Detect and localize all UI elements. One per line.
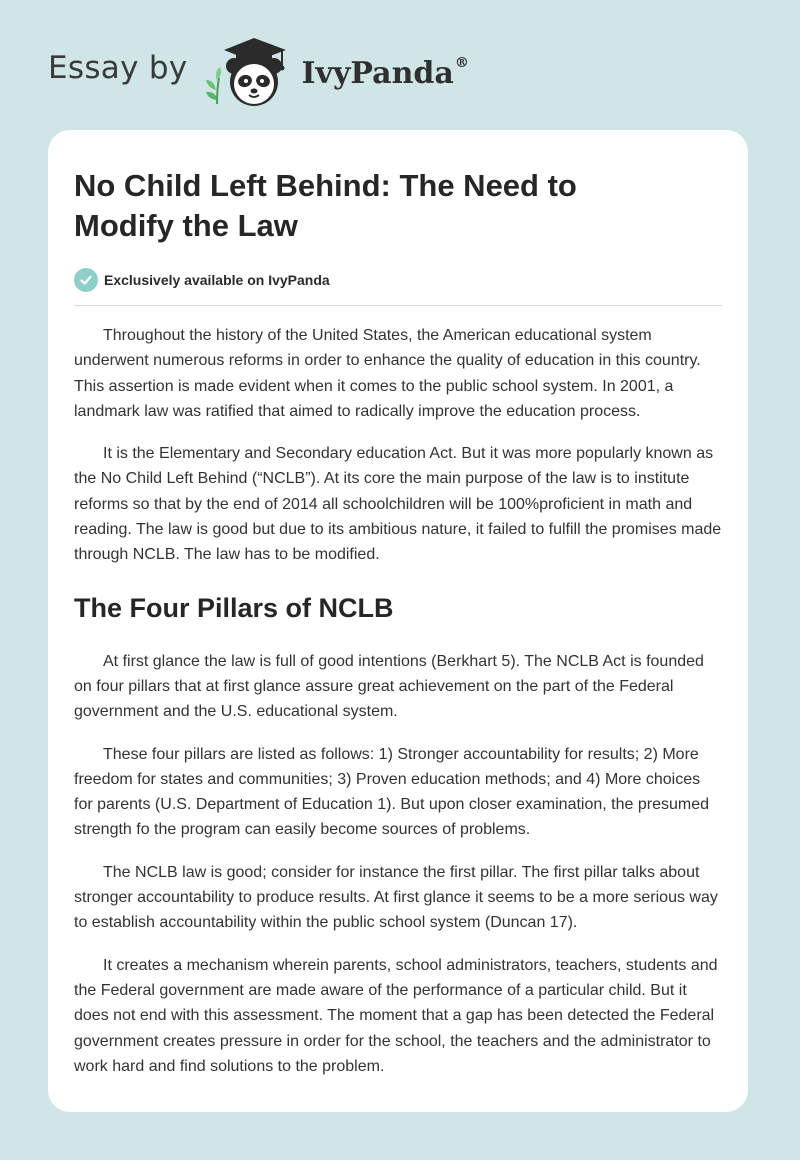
section-heading: The Four Pillars of NCLB (74, 592, 394, 623)
site-header (48, 34, 548, 110)
paragraph: It is the Elementary and Secondary education Act. But it was more popularly known as the No Child Left Behind (“NCLB”). At its core the main purpose of the law is to institute reforms so that by the end of 2014 all schoolchildren will be 100%proficient in math and reading. The law is good but due to its ambitious nature, it failed to fulfill the promises made through NCLB. The law has to be modified. (74, 445, 722, 564)
check-icon (74, 268, 98, 292)
paragraph: The NCLB law is good; consider for instance the first pillar. The first pillar talks about stronger accountability to produce results. At first glance it seems to be a more serious way to establish accountability within the public school system (Duncan 17). (74, 863, 718, 932)
exclusive-badge-label: Exclusively available on IvyPanda (104, 272, 330, 288)
paragraph: It creates a mechanism wherein parents, school administrators, teachers, students and the Federal government are made aware of the performance of a particular child. But it does not end with this assessment. The moment that a gap has been detected the Federal government creates pressure in order for the school, the teachers and the administrator to work hard and find solutions to the problem. (74, 956, 718, 1075)
registered-mark: ® (454, 55, 469, 71)
essay-by-label: Essay by (48, 50, 188, 86)
paragraph: Throughout the history of the United States, the American educational system underwent numerous reforms in order to enhance the quality of education in this country. This assertion is made evident when it comes to the public school system. In 2001, a landmark law was ratified that aimed to radically improve the education process. (74, 327, 701, 420)
paragraph: At first glance the law is full of good intentions (Berkhart 5). The NCLB Act is founded on four pillars that at first glance assure great achievement on the part of the Federal government and the U.S. educational system. (74, 652, 704, 721)
article-card (48, 130, 748, 1112)
panda-logo-icon[interactable] (202, 34, 298, 110)
exclusive-badge (74, 268, 722, 292)
page-title: No Child Left Behind: The Need to Modify the Law (74, 168, 577, 243)
divider (74, 305, 722, 306)
paragraph: These four pillars are listed as follows: 1) Stronger accountability for results; 2) More freedom for states and communities; 3) Proven education methods; and 4) More choices for parents (U.S. Department of Education 1). But upon closer examination, the presumed strength fo the program can easily become sources of problems. (74, 745, 709, 839)
brand-name[interactable]: IvyPanda® (301, 55, 469, 91)
